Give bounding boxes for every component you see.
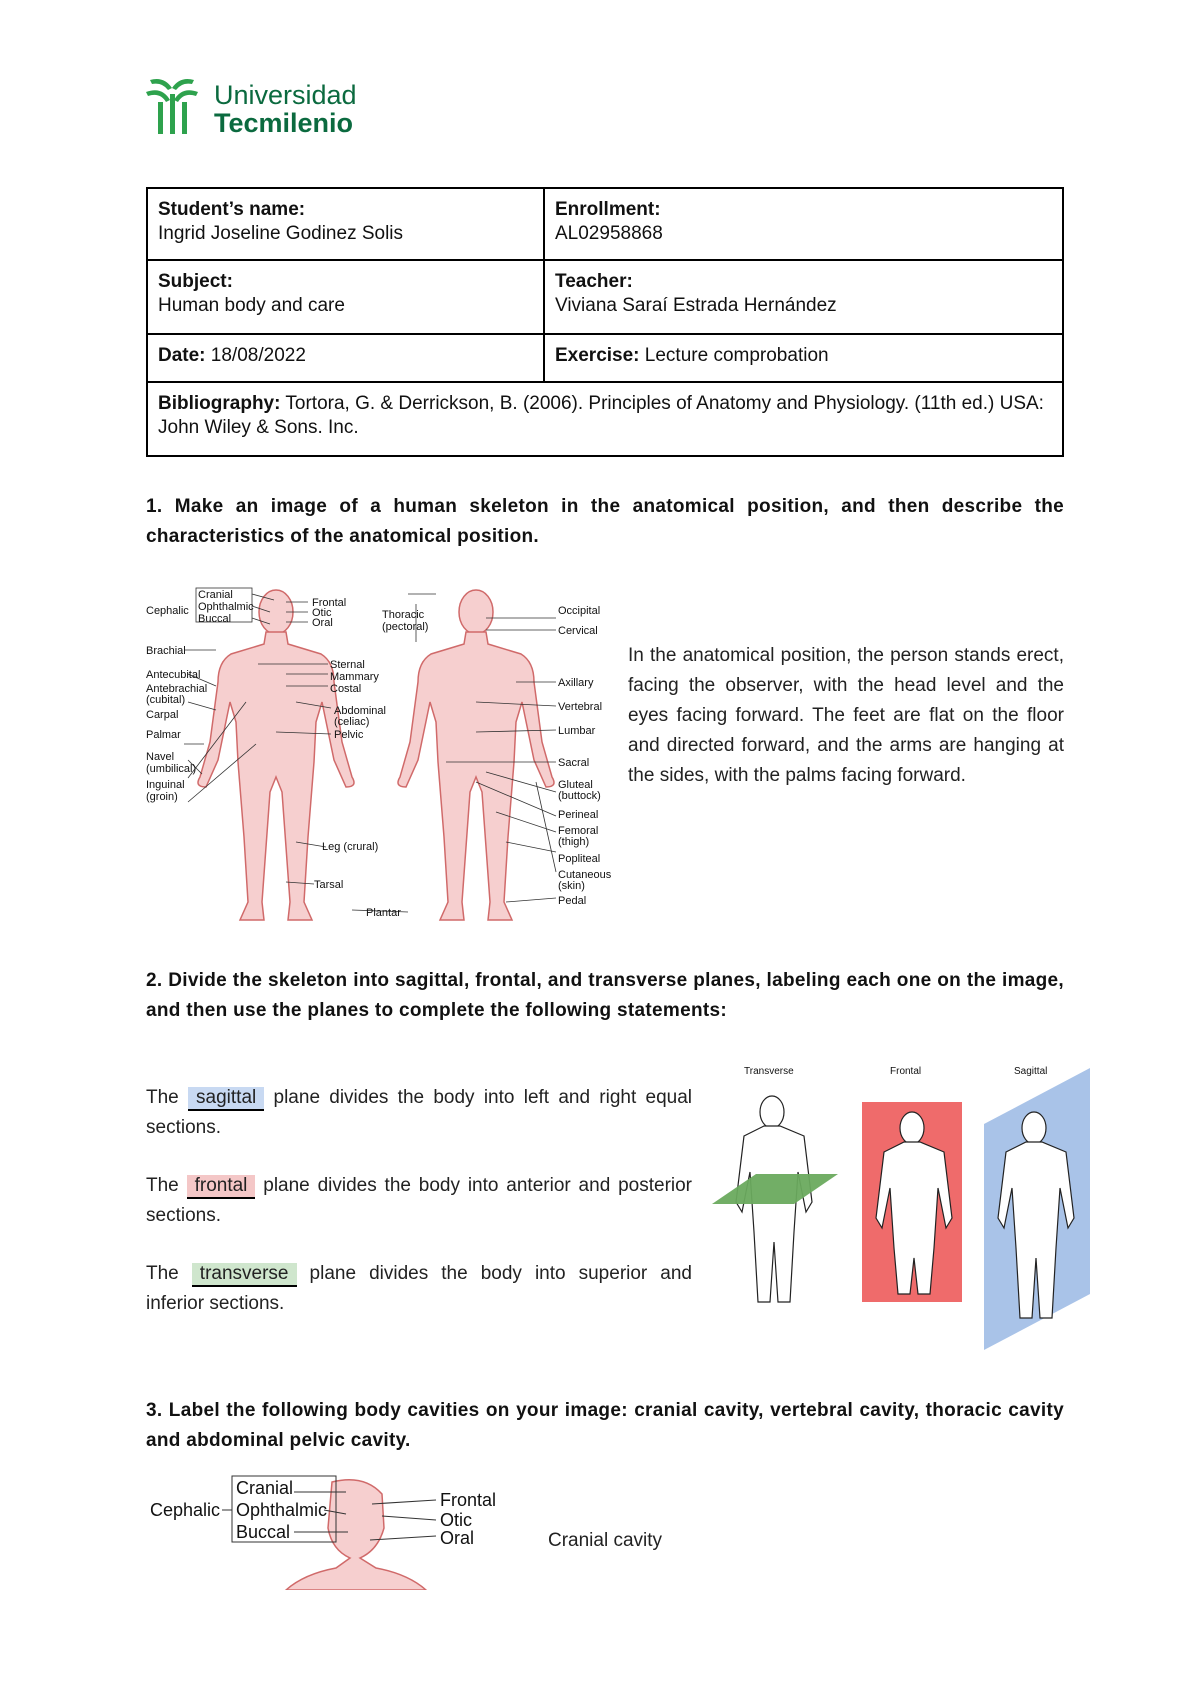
statement-sagittal bbox=[146, 1083, 692, 1143]
blank-transverse: transverse bbox=[192, 1263, 297, 1287]
label-cranial: Cranial bbox=[198, 589, 233, 601]
label-oral: Oral bbox=[312, 617, 333, 629]
student-label: Student’s name: bbox=[158, 199, 306, 220]
label-axillary: Axillary bbox=[558, 677, 594, 689]
label-mammary: Mammary bbox=[330, 671, 379, 683]
blank-sagittal: sagittal bbox=[188, 1087, 264, 1111]
label-popliteal: Popliteal bbox=[558, 853, 601, 865]
student-info-table bbox=[146, 187, 1064, 457]
label-thigh: (thigh) bbox=[558, 836, 590, 848]
label-navel: Navel bbox=[146, 751, 175, 763]
bibliography-value: Tortora, G. & Derrickson, B. (2006). Principles of Anatomy and Physiology. (11th ed.) USA: John Wiley & Sons. Inc. bbox=[158, 393, 1044, 438]
s3-post: plane divides the body into superior and inferior sections. bbox=[146, 1263, 693, 1314]
label-lumbar: Lumbar bbox=[558, 725, 596, 737]
label-plantar: Plantar bbox=[366, 907, 401, 919]
statement-transverse bbox=[146, 1259, 692, 1319]
label-vertebral: Vertebral bbox=[558, 701, 603, 713]
exercise-label: Exercise: bbox=[555, 345, 640, 366]
q3-label-buccal: Buccal bbox=[236, 1522, 291, 1542]
s2-post: plane divides the body into anterior and posterior sections. bbox=[146, 1175, 693, 1226]
cephalic-regions-figure bbox=[146, 1470, 526, 1590]
label-pelvic: Pelvic bbox=[334, 729, 364, 741]
q1-answer: In the anatomical position, the person stands erect, facing the observer, with the head level and the eyes facing forward. The feet are flat on the floor and directed forward, and the arms are hanging at the sides, with the palms facing forward. bbox=[628, 645, 1064, 786]
label-antebrachial: Antebrachial bbox=[146, 683, 208, 695]
q3-label-otic: Otic bbox=[440, 1510, 473, 1530]
label-celiac: (celiac) bbox=[334, 716, 370, 728]
label-cervical: Cervical bbox=[558, 625, 598, 637]
label-cubital: (cubital) bbox=[146, 694, 186, 706]
bibliography-label: Bibliography: bbox=[158, 393, 281, 414]
exercise-value: Lecture comprobation bbox=[644, 345, 829, 366]
label-pedal: Pedal bbox=[558, 895, 587, 907]
q3-label-ophthalmic: Ophthalmic bbox=[236, 1500, 328, 1520]
label-buttock: (buttock) bbox=[558, 790, 601, 802]
date-label: Date: bbox=[158, 345, 206, 366]
logo-line1: Universidad bbox=[214, 80, 357, 110]
student-value: Ingrid Joseline Godinez Solis bbox=[158, 223, 404, 244]
q3-label-cephalic: Cephalic bbox=[150, 1500, 221, 1520]
label-femoral: Femoral bbox=[558, 825, 599, 837]
label-sacral: Sacral bbox=[558, 757, 590, 769]
plane-label-frontal: Frontal bbox=[890, 1066, 922, 1077]
date-cell bbox=[147, 334, 544, 382]
label-inguinal: Inguinal bbox=[146, 779, 185, 791]
subject-label: Subject: bbox=[158, 271, 233, 292]
plane-label-transverse: Transverse bbox=[744, 1066, 794, 1077]
label-carpal: Carpal bbox=[146, 709, 179, 721]
s1-pre: The bbox=[146, 1087, 179, 1108]
date-value: 18/08/2022 bbox=[210, 345, 306, 366]
label-tarsal: Tarsal bbox=[314, 879, 344, 891]
teacher-cell bbox=[544, 260, 1063, 334]
label-cutaneous: Cutaneous bbox=[558, 869, 612, 881]
label-cephalic: Cephalic bbox=[146, 605, 189, 617]
cranial-cavity-text: Cranial cavity bbox=[548, 1530, 663, 1551]
label-occipital: Occipital bbox=[558, 605, 601, 617]
label-thoracic: Thoracic bbox=[382, 609, 425, 621]
label-perineal: Perineal bbox=[558, 809, 599, 821]
subject-cell bbox=[147, 260, 544, 334]
q3-label-cranial: Cranial bbox=[236, 1478, 294, 1498]
label-groin: (groin) bbox=[146, 791, 178, 803]
subject-value: Human body and care bbox=[158, 295, 345, 316]
statement-frontal bbox=[146, 1171, 692, 1231]
s2-pre: The bbox=[146, 1175, 179, 1196]
q3-label-oral: Oral bbox=[440, 1528, 475, 1548]
label-costal: Costal bbox=[330, 683, 362, 695]
label-sternal: Sternal bbox=[330, 659, 365, 671]
q3-label-frontal: Frontal bbox=[440, 1490, 497, 1510]
body-planes-figure bbox=[712, 1062, 1092, 1352]
teacher-label: Teacher: bbox=[555, 271, 633, 292]
enrollment-value: AL02958868 bbox=[555, 223, 663, 244]
label-brachial: Brachial bbox=[146, 645, 186, 657]
q2-statements bbox=[146, 1083, 692, 1347]
label-buccal: Buccal bbox=[198, 613, 232, 625]
label-palmar: Palmar bbox=[146, 729, 181, 741]
anatomical-position-figure bbox=[146, 582, 616, 942]
plane-label-sagittal: Sagittal bbox=[1014, 1066, 1048, 1077]
student-cell bbox=[147, 188, 544, 260]
label-abdominal: Abdominal bbox=[334, 705, 386, 717]
label-leg: Leg (crural) bbox=[322, 841, 379, 853]
label-skin: (skin) bbox=[558, 880, 585, 892]
label-frontal: Frontal bbox=[312, 597, 347, 609]
label-ophthalmic: Ophthalmic bbox=[198, 601, 254, 613]
s1-post: plane divides the body into left and right equal sections. bbox=[146, 1087, 693, 1138]
enrollment-label: Enrollment: bbox=[555, 199, 661, 220]
transverse-plane bbox=[712, 1174, 838, 1204]
bibliography-cell bbox=[147, 382, 1063, 456]
blank-frontal: frontal bbox=[187, 1175, 256, 1199]
question-2-heading: 2. Divide the skeleton into sagittal, frontal, and transverse planes, labeling each one on the image, and then use the planes to complete the following statements: bbox=[146, 970, 1064, 1021]
label-pectoral: (pectoral) bbox=[382, 621, 429, 633]
s3-pre: The bbox=[146, 1263, 179, 1284]
teacher-value: Viviana Saraí Estrada Hernández bbox=[555, 295, 837, 316]
question-3-heading: 3. Label the following body cavities on your image: cranial cavity, vertebral cavity, thoracic cavity and abdominal pelvic cavity. bbox=[146, 1400, 1064, 1451]
label-antecubital: Antecubital bbox=[146, 669, 201, 681]
logo-line2: Tecmilenio bbox=[214, 108, 354, 138]
label-umbilical: (umbilical) bbox=[146, 763, 197, 775]
question-1-heading: 1. Make an image of a human skeleton in the anatomical position, and then describe the characteristics of the anatomical position. bbox=[146, 496, 1064, 547]
label-otic: Otic bbox=[312, 607, 332, 619]
label-gluteal: Gluteal bbox=[558, 779, 593, 791]
enrollment-cell bbox=[544, 188, 1063, 260]
exercise-cell bbox=[544, 334, 1063, 382]
